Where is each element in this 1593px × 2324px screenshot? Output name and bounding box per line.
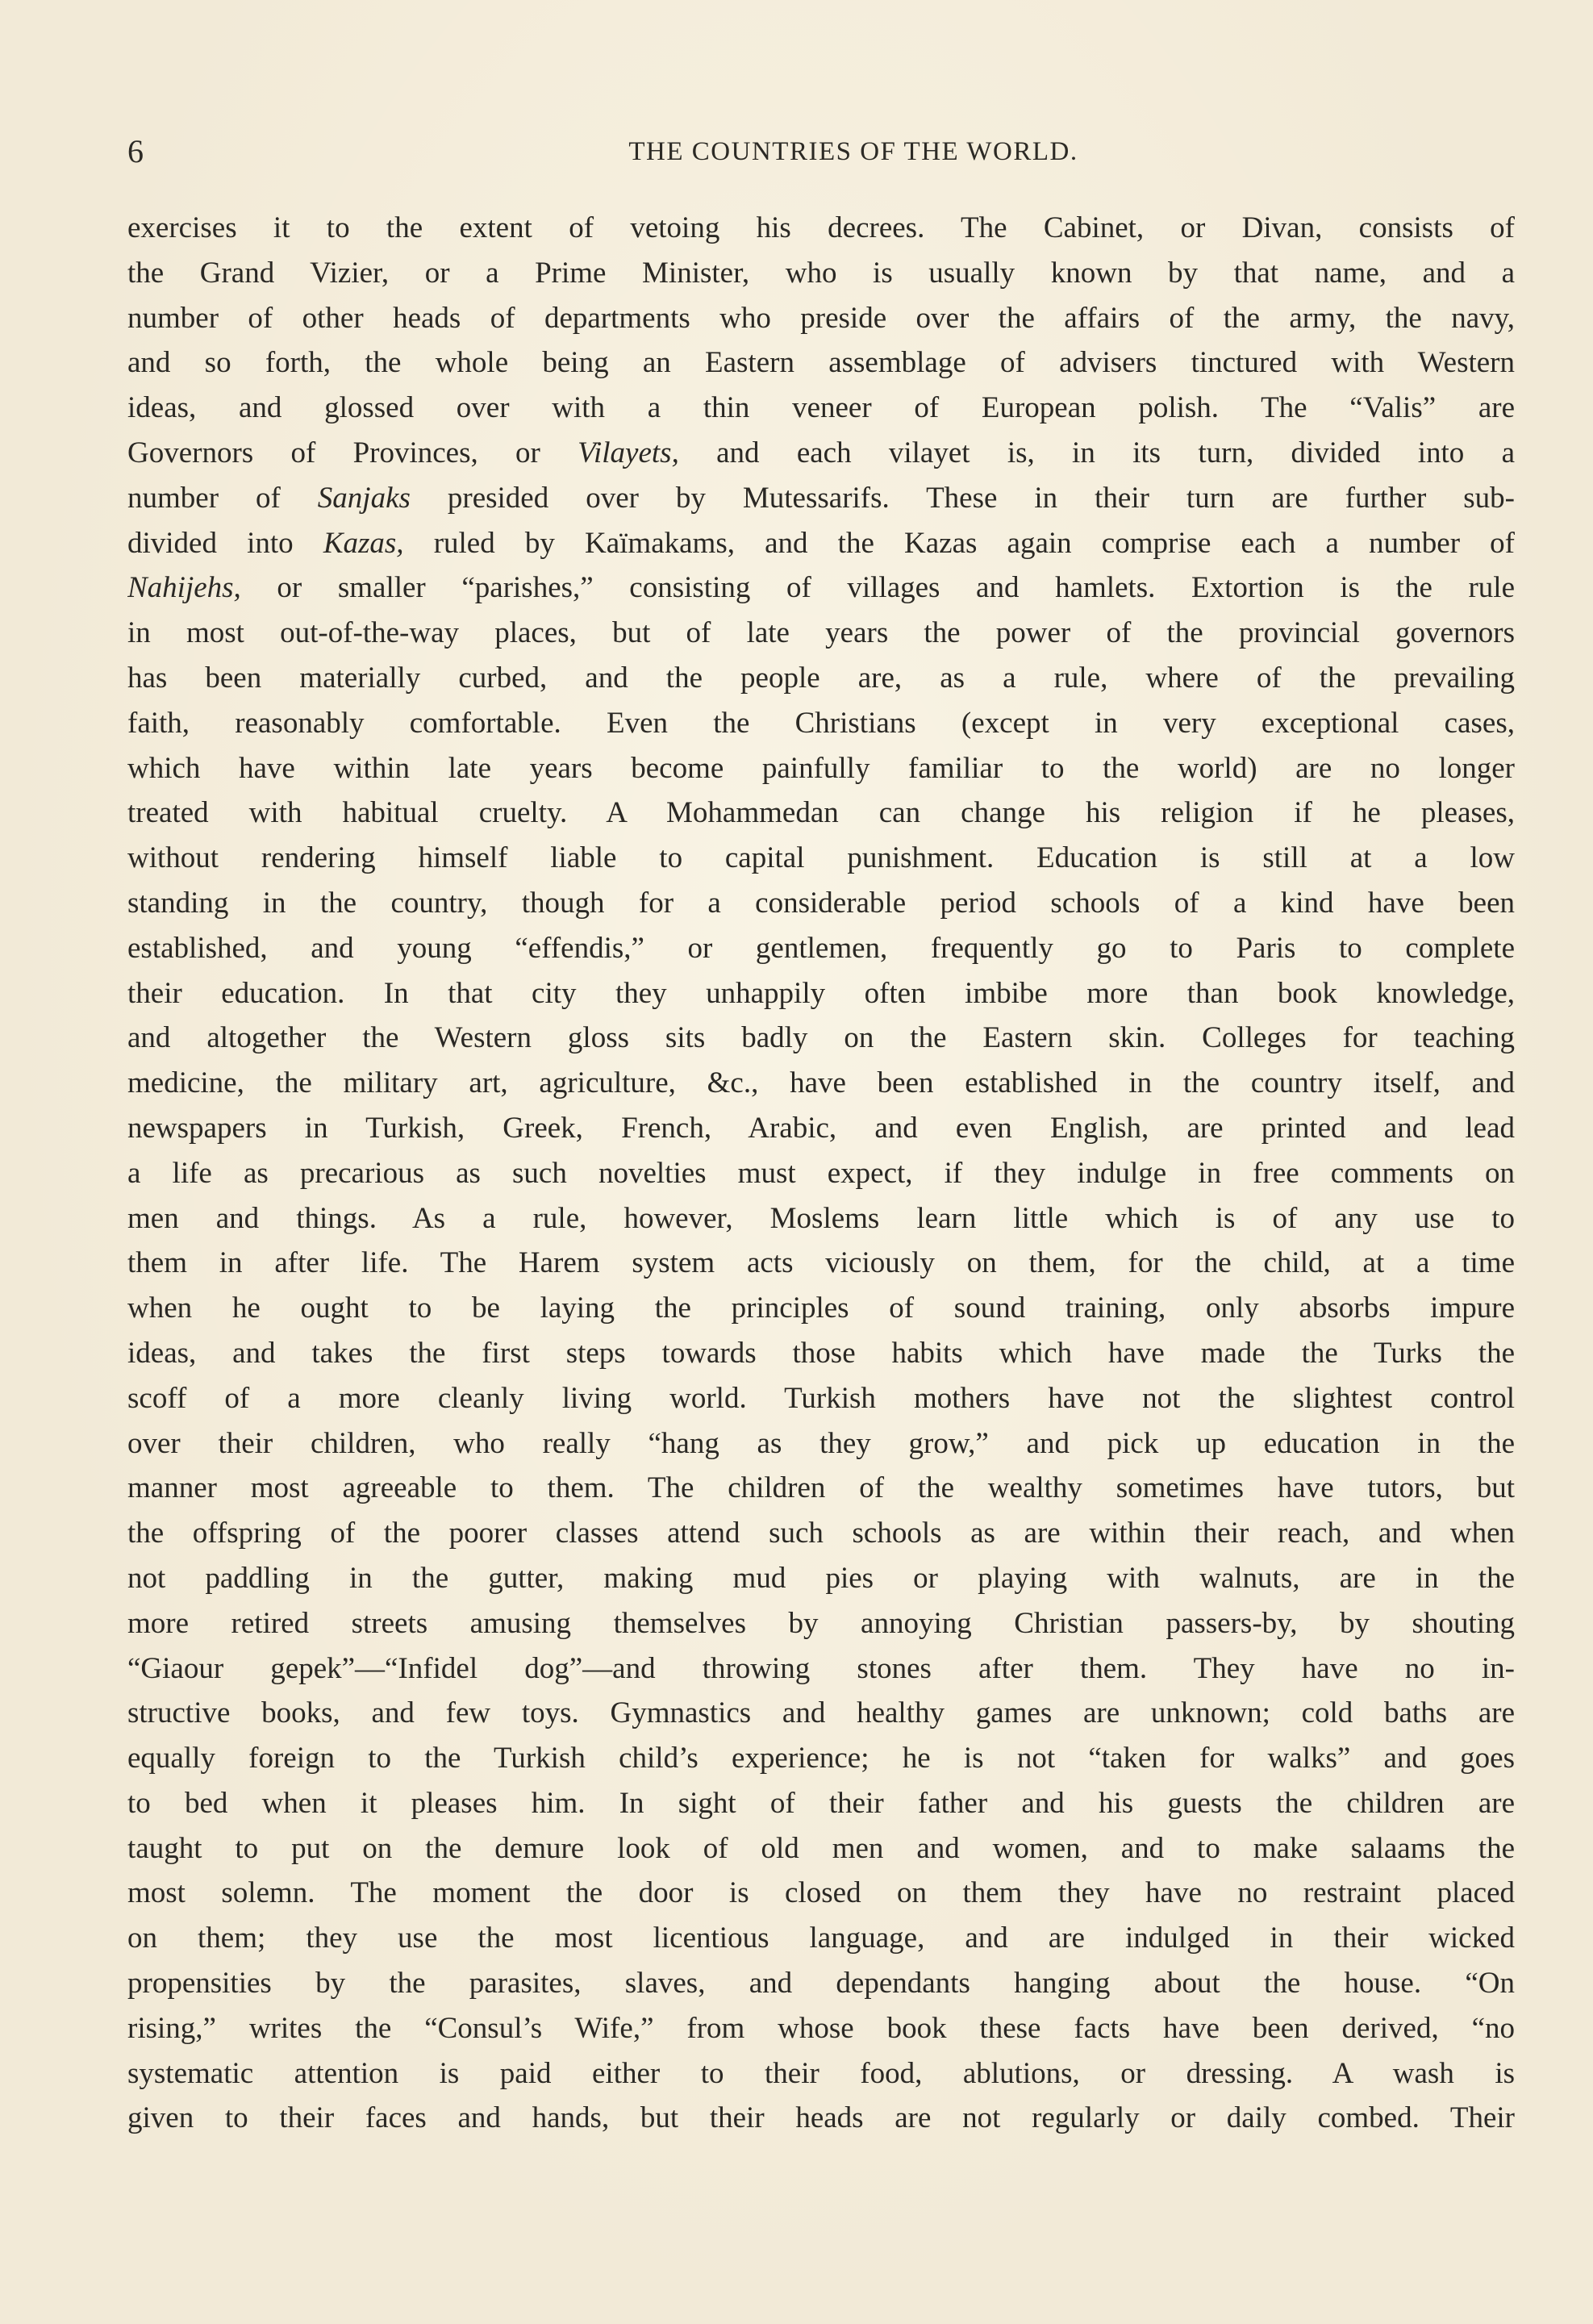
text-segment: divided into: [127, 526, 323, 560]
italic-term: Sanjaks: [317, 481, 411, 515]
text-segment: manner most agreeable to them. The children of the wealthy sometimes have tutors, but: [127, 1471, 1515, 1505]
text-segment: systematic attention is paid either to their food, ablutions, or dressing. A wash is: [127, 2056, 1515, 2090]
text-line: [127, 296, 1515, 341]
text-segment: newspapers in Turkish, Greek, French, Arabic, and even English, are printed and lead: [127, 1111, 1515, 1145]
text-line: [127, 791, 1515, 836]
text-line: [127, 881, 1515, 926]
text-line: [127, 1286, 1515, 1331]
text-segment: number of other heads of departments who preside over the affairs of the army, the navy,: [127, 301, 1515, 335]
text-line: [127, 521, 1515, 566]
text-segment: over their children, who really “hang as they grow,” and pick up education in the: [127, 1426, 1515, 1460]
text-segment: their education. In that city they unhappily often imbibe more than book knowledge,: [127, 976, 1515, 1010]
text-segment: given to their faces and hands, but their heads are not regularly or daily combed. Their: [127, 2101, 1515, 2135]
text-segment: faith, reasonably comfortable. Even the Christians (except in very exceptional cases,: [127, 706, 1515, 740]
italic-term: Kazas,: [323, 526, 404, 560]
text-segment: ideas, and glossed over with a thin veneer of European polish. The “Valis” are: [127, 391, 1515, 425]
text-segment: the Grand Vizier, or a Prime Minister, who is usually known by that name, and a: [127, 256, 1515, 290]
text-line: [127, 1466, 1515, 1511]
text-segment: most solemn. The moment the door is closed on them they have no restraint placed: [127, 1876, 1515, 1910]
text-segment: number of: [127, 481, 318, 515]
text-line: [127, 476, 1515, 521]
text-segment: Governors of Provinces, or: [127, 436, 578, 469]
text-line: [127, 1691, 1515, 1736]
text-line: [127, 971, 1515, 1016]
text-line: [127, 2051, 1515, 2097]
text-line: [127, 926, 1515, 971]
text-segment: when he ought to be laying the principles of sound training, only absorbs impure: [127, 1291, 1515, 1325]
text-segment: “Giaour gepek”—“Infidel dog”—and throwing stones after them. They have no in-: [127, 1651, 1515, 1685]
text-line: [127, 251, 1515, 296]
text-segment: which have within late years become painfully familiar to the world) are no longer: [127, 751, 1515, 785]
text-line: [127, 1196, 1515, 1241]
text-line: [127, 1511, 1515, 1556]
text-line: [127, 565, 1515, 611]
text-segment: more retired streets amusing themselves by annoying Christian passers-by, by shouting: [127, 1606, 1515, 1640]
text-line: [127, 1061, 1515, 1106]
text-line: [127, 1646, 1515, 1692]
text-segment: treated with habitual cruelty. A Mohammedan can change his religion if he pleases,: [127, 796, 1515, 830]
text-line: [127, 1601, 1515, 1646]
text-segment: has been materially curbed, and the people are, as a rule, where of the prevailing: [127, 661, 1515, 695]
text-line: [127, 1556, 1515, 1601]
text-segment: and so forth, the whole being an Eastern assemblage of advisers tinctured with Western: [127, 346, 1515, 380]
page-header: [127, 127, 1515, 176]
text-segment: not paddling in the gutter, making mud pies or playing with walnuts, are in the: [127, 1561, 1515, 1595]
text-segment: and altogether the Western gloss sits badly on the Eastern skin. Colleges for teaching: [127, 1021, 1515, 1055]
text-line: [127, 340, 1515, 386]
text-segment: standing in the country, though for a considerable period schools of a kind have been: [127, 886, 1515, 920]
text-segment: propensities by the parasites, slaves, and dependants hanging about the house. “On: [127, 1967, 1515, 2001]
text-segment: a life as precarious as such novelties must expect, if they indulge in free comments on: [127, 1156, 1515, 1190]
text-segment: them in after life. The Harem system acts viciously on them, for the child, at a time: [127, 1246, 1515, 1280]
text-line: [127, 1241, 1515, 1286]
text-line: [127, 1781, 1515, 1826]
text-segment: taught to put on the demure look of old men and women, and to make salaams the: [127, 1831, 1515, 1865]
text-segment: ideas, and takes the first steps towards those habits which have made the Turks the: [127, 1336, 1515, 1370]
text-line: [127, 1916, 1515, 1961]
text-line: [127, 1826, 1515, 1871]
text-line: [127, 611, 1515, 656]
text-segment: scoff of a more cleanly living world. Turkish mothers have not the slightest control: [127, 1381, 1515, 1415]
text-segment: or smaller “parishes,” consisting of villages and hamlets. Extortion is the rule: [240, 571, 1515, 605]
text-segment: rising,” writes the “Consul’s Wife,” from whose book these facts have been derived, “no: [127, 2011, 1515, 2045]
text-segment: men and things. As a rule, however, Moslems learn little which is of any use to: [127, 1201, 1515, 1235]
text-segment: and each vilayet is, in its turn, divided into a: [678, 436, 1515, 469]
text-line: [127, 1106, 1515, 1151]
text-line: [127, 431, 1515, 476]
text-line: [127, 1376, 1515, 1421]
text-line: [127, 1151, 1515, 1196]
text-line: [127, 2006, 1515, 2051]
italic-term: Vilayets,: [578, 436, 679, 469]
text-segment: established, and young “effendis,” or gentlemen, frequently go to Paris to complete: [127, 931, 1515, 965]
text-segment: medicine, the military art, agriculture, &c., have been established in the country itself, and: [127, 1066, 1515, 1100]
text-line: [127, 701, 1515, 746]
text-segment: without rendering himself liable to capital punishment. Education is still at a low: [127, 841, 1515, 875]
text-segment: exercises it to the extent of vetoing his decrees. The Cabinet, or Divan, consists of: [127, 211, 1515, 244]
text-segment: structive books, and few toys. Gymnastics and healthy games are unknown; cold baths are: [127, 1696, 1515, 1730]
text-segment: to bed when it pleases him. In sight of their father and his guests the children are: [127, 1786, 1515, 1820]
text-line: [127, 206, 1515, 251]
text-line: [127, 1421, 1515, 1467]
text-segment: in most out-of-the-way places, but of late years the power of the provincial governors: [127, 616, 1515, 650]
text-line: [127, 1331, 1515, 1376]
text-segment: on them; they use the most licentious language, and are indulged in their wicked: [127, 1921, 1515, 1955]
page-number: 6: [127, 133, 144, 169]
text-line: [127, 1871, 1515, 1916]
text-segment: equally foreign to the Turkish child’s experience; he is not “taken for walks” and goes: [127, 1742, 1515, 1775]
text-line: [127, 656, 1515, 701]
text-line: [127, 2096, 1515, 2141]
text-line: [127, 1961, 1515, 2006]
text-line: [127, 836, 1515, 881]
text-line: [127, 1016, 1515, 1061]
text-segment: presided over by Mutessarifs. These in their turn are further sub-: [410, 481, 1515, 515]
text-line: [127, 746, 1515, 791]
running-head: THE COUNTRIES OF THE WORLD.: [628, 137, 1078, 166]
italic-term: Nahijehs,: [127, 571, 241, 605]
text-line: [127, 1736, 1515, 1781]
body-paragraph: [127, 206, 1515, 2141]
text-segment: the offspring of the poorer classes attend such schools as are within their reach, and when: [127, 1517, 1515, 1550]
text-segment: ruled by Kaïmakams, and the Kazas again comprise each a number of: [403, 526, 1515, 560]
text-line: [127, 386, 1515, 431]
